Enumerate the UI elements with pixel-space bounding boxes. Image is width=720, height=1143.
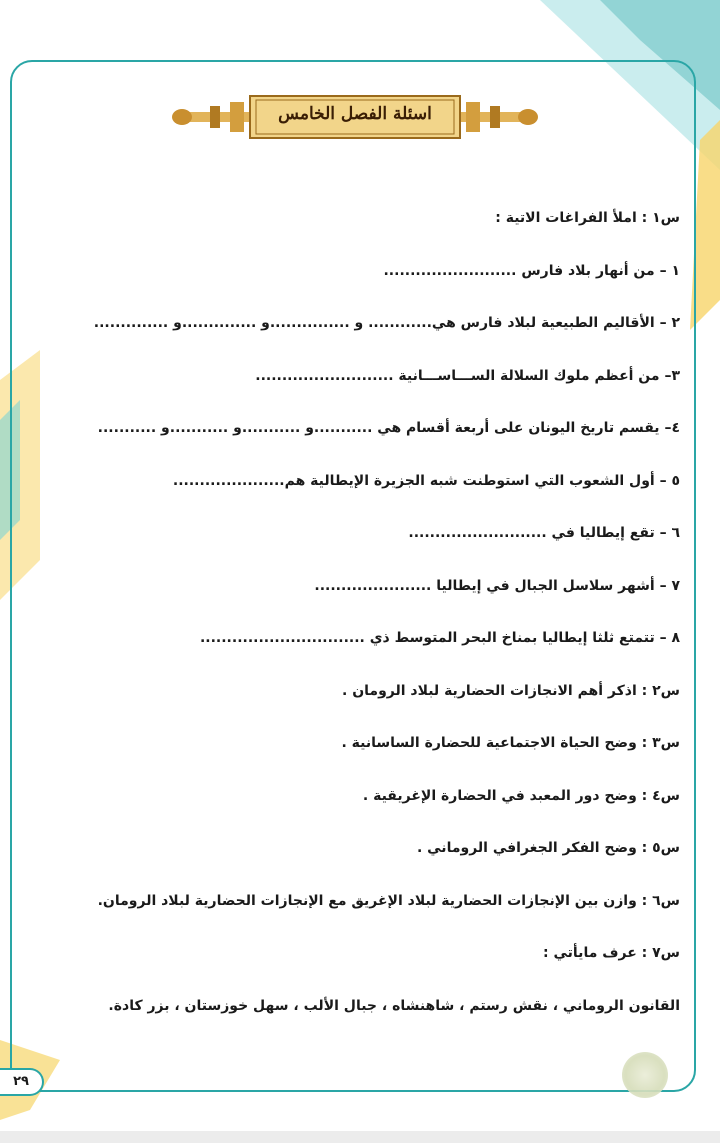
question-line: س٥ : وضح الفكر الجغرافي الروماني . <box>416 840 680 856</box>
question-line: ٢ – الأقاليم الطبيعية لبلاد فارس هي............ و ...............و ..............و .............. <box>93 315 680 331</box>
ministry-seal-icon <box>622 1052 668 1098</box>
question-line: ٣– من أعظم ملوك السلالة الســـاســـانية .......................... <box>255 367 680 384</box>
question-line: س٦ : وازن بين الإنجازات الحضارية لبلاد الإغريق مع الإنجازات الحضارية لبلاد الرومان. <box>97 892 680 909</box>
chapter-title: اسئلة الفصل الخامس <box>278 104 432 124</box>
question-line: ٧ – أشهر سلاسل الجبال في إيطاليا ...................... <box>314 577 680 594</box>
bottom-bar <box>0 1131 720 1143</box>
question-line: ٤– يقسم تاريخ اليونان على أربعة أقسام هي ...........و ...........و ...........و ........... <box>97 420 680 436</box>
question-line: س١ : املأ الفراغات الاتية : <box>495 210 680 226</box>
question-line: س٣ : وضح الحياة الاجتماعية للحضارة الساسانية . <box>341 735 680 751</box>
question-line: ٥ – أول الشعوب التي استوطنت شبه الجزيرة الإيطالية هم..................... <box>172 472 680 489</box>
question-line: ٨ – تتمتع ثلثا إيطاليا بمناخ البحر المتوسط ذي ............................... <box>199 630 680 646</box>
question-line: ٦ – تقع إيطاليا في .......................... <box>408 525 680 541</box>
page-number: ٢٩ <box>0 1068 44 1096</box>
question-line: القانون الروماني ، نقش رستم ، شاهنشاه ، جبال الألب ، سهل خوزستان ، بزر كادة. <box>108 997 680 1014</box>
question-line: س٢ : اذكر أهم الانجازات الحضارية لبلاد الرومان . <box>342 682 680 699</box>
questions-list <box>40 198 680 1038</box>
question-line: س٤ : وضح دور المعبد في الحضارة الإغريقية . <box>362 787 680 804</box>
question-line: س٧ : عرف مايأتي : <box>543 945 680 961</box>
question-line: ١ – من أنهار بلاد فارس ......................... <box>383 262 680 279</box>
